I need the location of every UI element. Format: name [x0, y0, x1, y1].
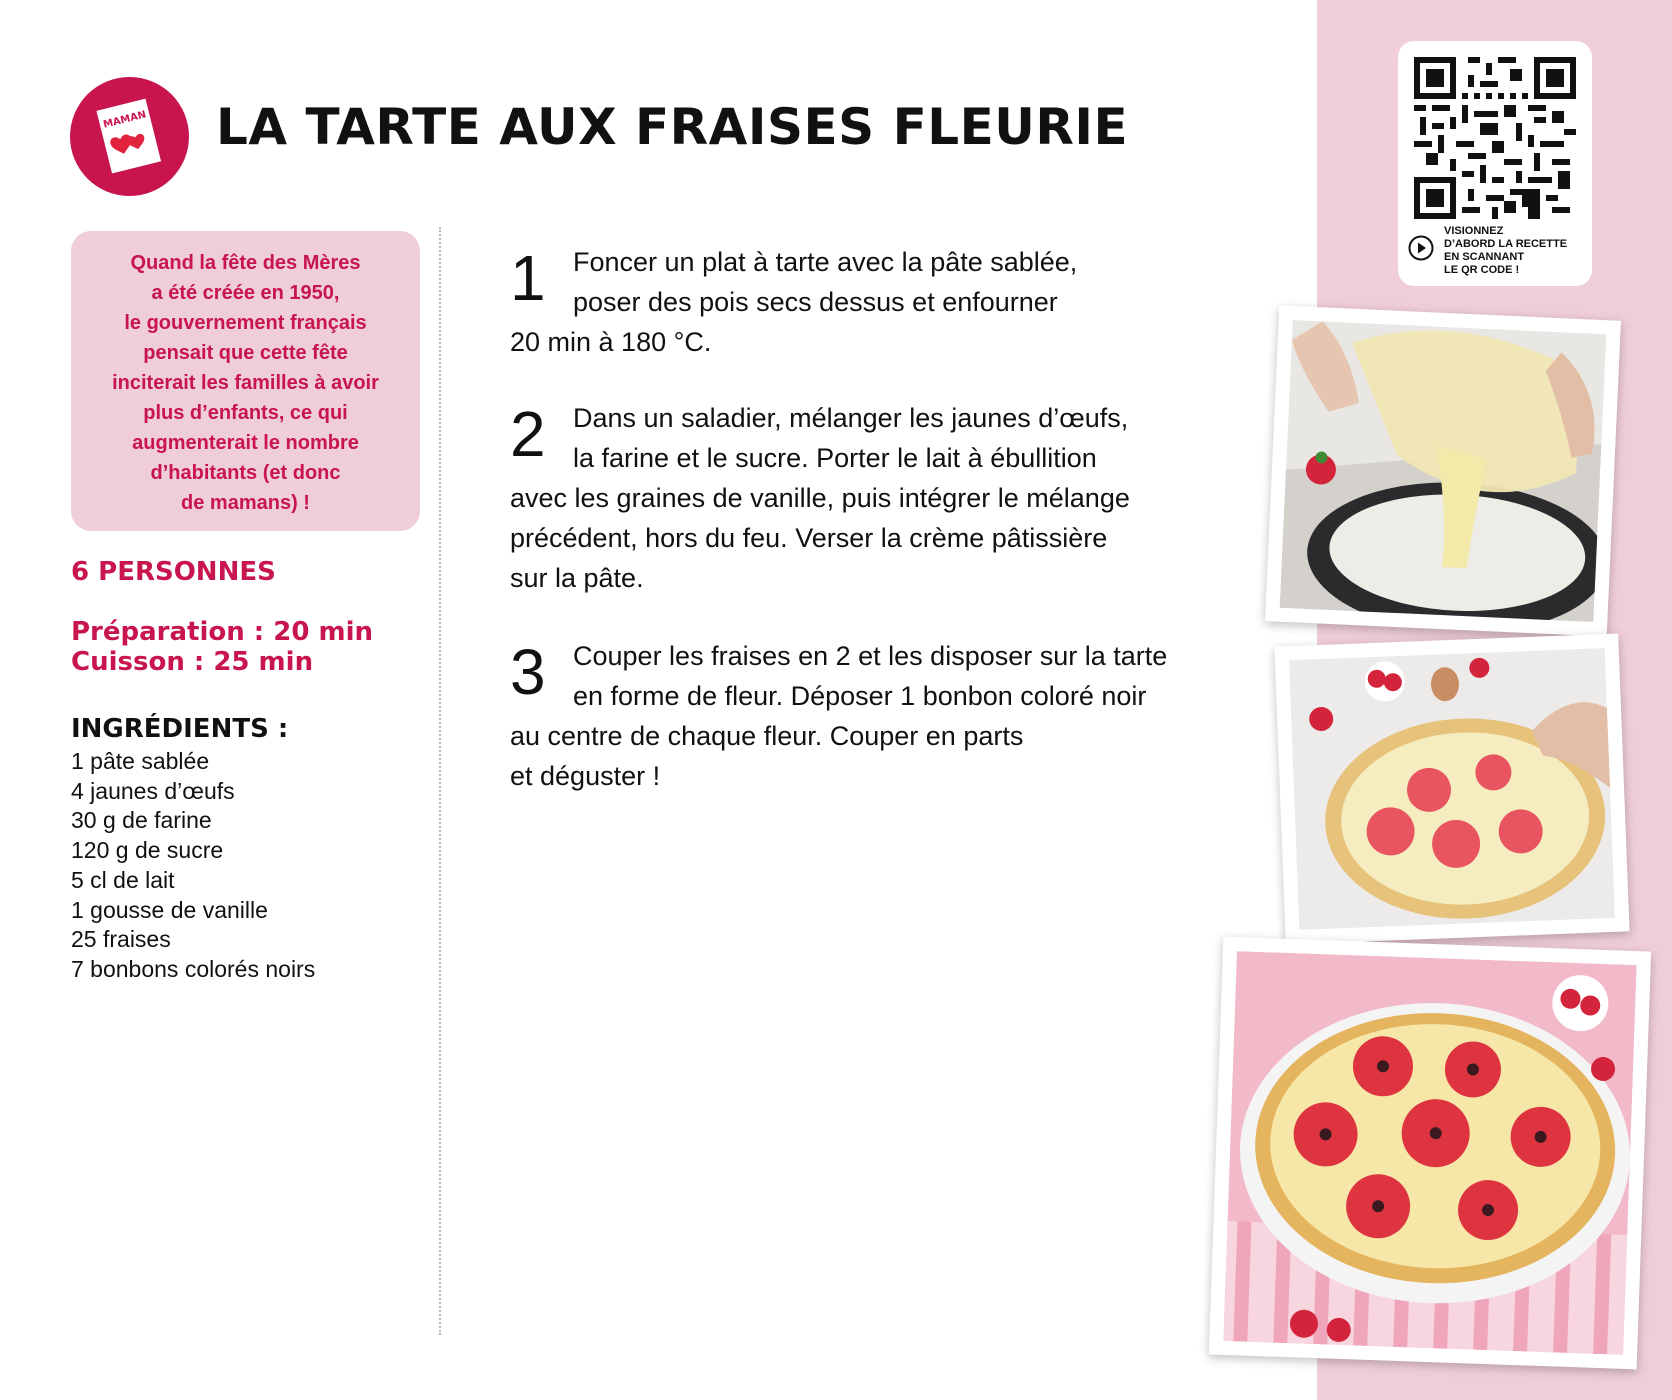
step-line: 20 min à 180 °C. [510, 327, 712, 357]
preparation-time: Préparation : 20 min [71, 617, 373, 647]
recipe-title: LA TARTE AUX FRAISES FLEURIE [216, 98, 1129, 156]
step-line: Foncer un plat à tarte avec la pâte sablée, [573, 247, 1078, 277]
ingredients-list [71, 747, 315, 985]
qr-code-icon[interactable] [1414, 57, 1576, 219]
fact-line: d’habitants (et donc [150, 462, 341, 484]
step-line: précédent, hors du feu. Verser la crème pâtissière [510, 523, 1108, 553]
dotted-divider [439, 227, 441, 1335]
fact-line: Quand la fête des Mères [130, 252, 361, 274]
photo-finished-tart [1209, 937, 1651, 1370]
card-heart-icon [70, 77, 189, 196]
photo-placing-strawberries [1274, 634, 1629, 945]
fun-fact-box [71, 231, 420, 531]
ingredient-item: 120 g de sucre [71, 837, 224, 864]
step-line: Couper les fraises en 2 et les disposer sur la tarte [573, 641, 1168, 671]
step-line: et déguster ! [510, 761, 661, 791]
fact-line: augmenterait le nombre [132, 432, 359, 454]
step-number: 1 [510, 242, 546, 314]
ingredient-item: 1 gousse de vanille [71, 896, 268, 923]
step-line: au centre de chaque fleur. Couper en parts [510, 721, 1024, 751]
step-line: Dans un saladier, mélanger les jaunes d’œufs, [573, 403, 1129, 433]
step-line: en forme de fleur. Déposer 1 bonbon coloré noir [573, 681, 1147, 711]
ingredient-item: 5 cl de lait [71, 866, 175, 893]
qr-code-card[interactable] [1398, 41, 1592, 286]
ingredient-item: 7 bonbons colorés noirs [71, 955, 316, 982]
step-2 [510, 398, 1210, 598]
mothers-day-card-logo [70, 77, 189, 196]
photo-pouring-cream [1265, 305, 1621, 636]
step-line: sur la pâte. [510, 563, 644, 593]
step-3 [510, 636, 1210, 796]
fact-line: inciterait les familles à avoir [112, 372, 379, 394]
step-line: poser des pois secs dessus et enfourner [573, 287, 1058, 317]
play-icon[interactable] [1408, 235, 1434, 261]
qr-caption-line: D’ABORD LA RECETTE [1444, 238, 1568, 250]
finished-tart-image [1223, 951, 1636, 1355]
timing-block [71, 617, 373, 677]
step-line: la farine et le sucre. Porter le lait à ébullition [573, 443, 1097, 473]
ingredient-item: 4 jaunes d’œufs [71, 777, 235, 804]
step-line: avec les graines de vanille, puis intégrer le mélange [510, 483, 1130, 513]
fact-line: a été créée en 1950, [151, 282, 340, 304]
fact-line: de mamans) ! [181, 492, 310, 514]
step-1 [510, 242, 1210, 362]
ingredients-heading: INGRÉDIENTS : [71, 714, 289, 744]
qr-caption-line: LE QR CODE ! [1444, 264, 1520, 276]
fact-line: plus d’enfants, ce qui [143, 402, 348, 424]
servings-count: 6 PERSONNES [71, 557, 276, 587]
qr-caption [1444, 225, 1567, 277]
step-number: 3 [510, 636, 546, 708]
pouring-cream-image [1280, 320, 1607, 622]
logo-maman-text: MAMAN [102, 109, 148, 131]
ingredient-item: 25 fraises [71, 926, 171, 953]
ingredient-item: 1 pâte sablée [71, 748, 210, 774]
fact-line: le gouvernement français [124, 312, 367, 334]
cooking-time: Cuisson : 25 min [71, 647, 314, 677]
qr-caption-line: VISIONNEZ [1444, 225, 1504, 237]
qr-caption-line: EN SCANNANT [1444, 251, 1525, 263]
placing-strawberries-image [1289, 648, 1615, 930]
fact-line: pensait que cette fête [143, 342, 348, 364]
ingredient-item: 30 g de farine [71, 807, 212, 834]
step-number: 2 [510, 398, 546, 470]
